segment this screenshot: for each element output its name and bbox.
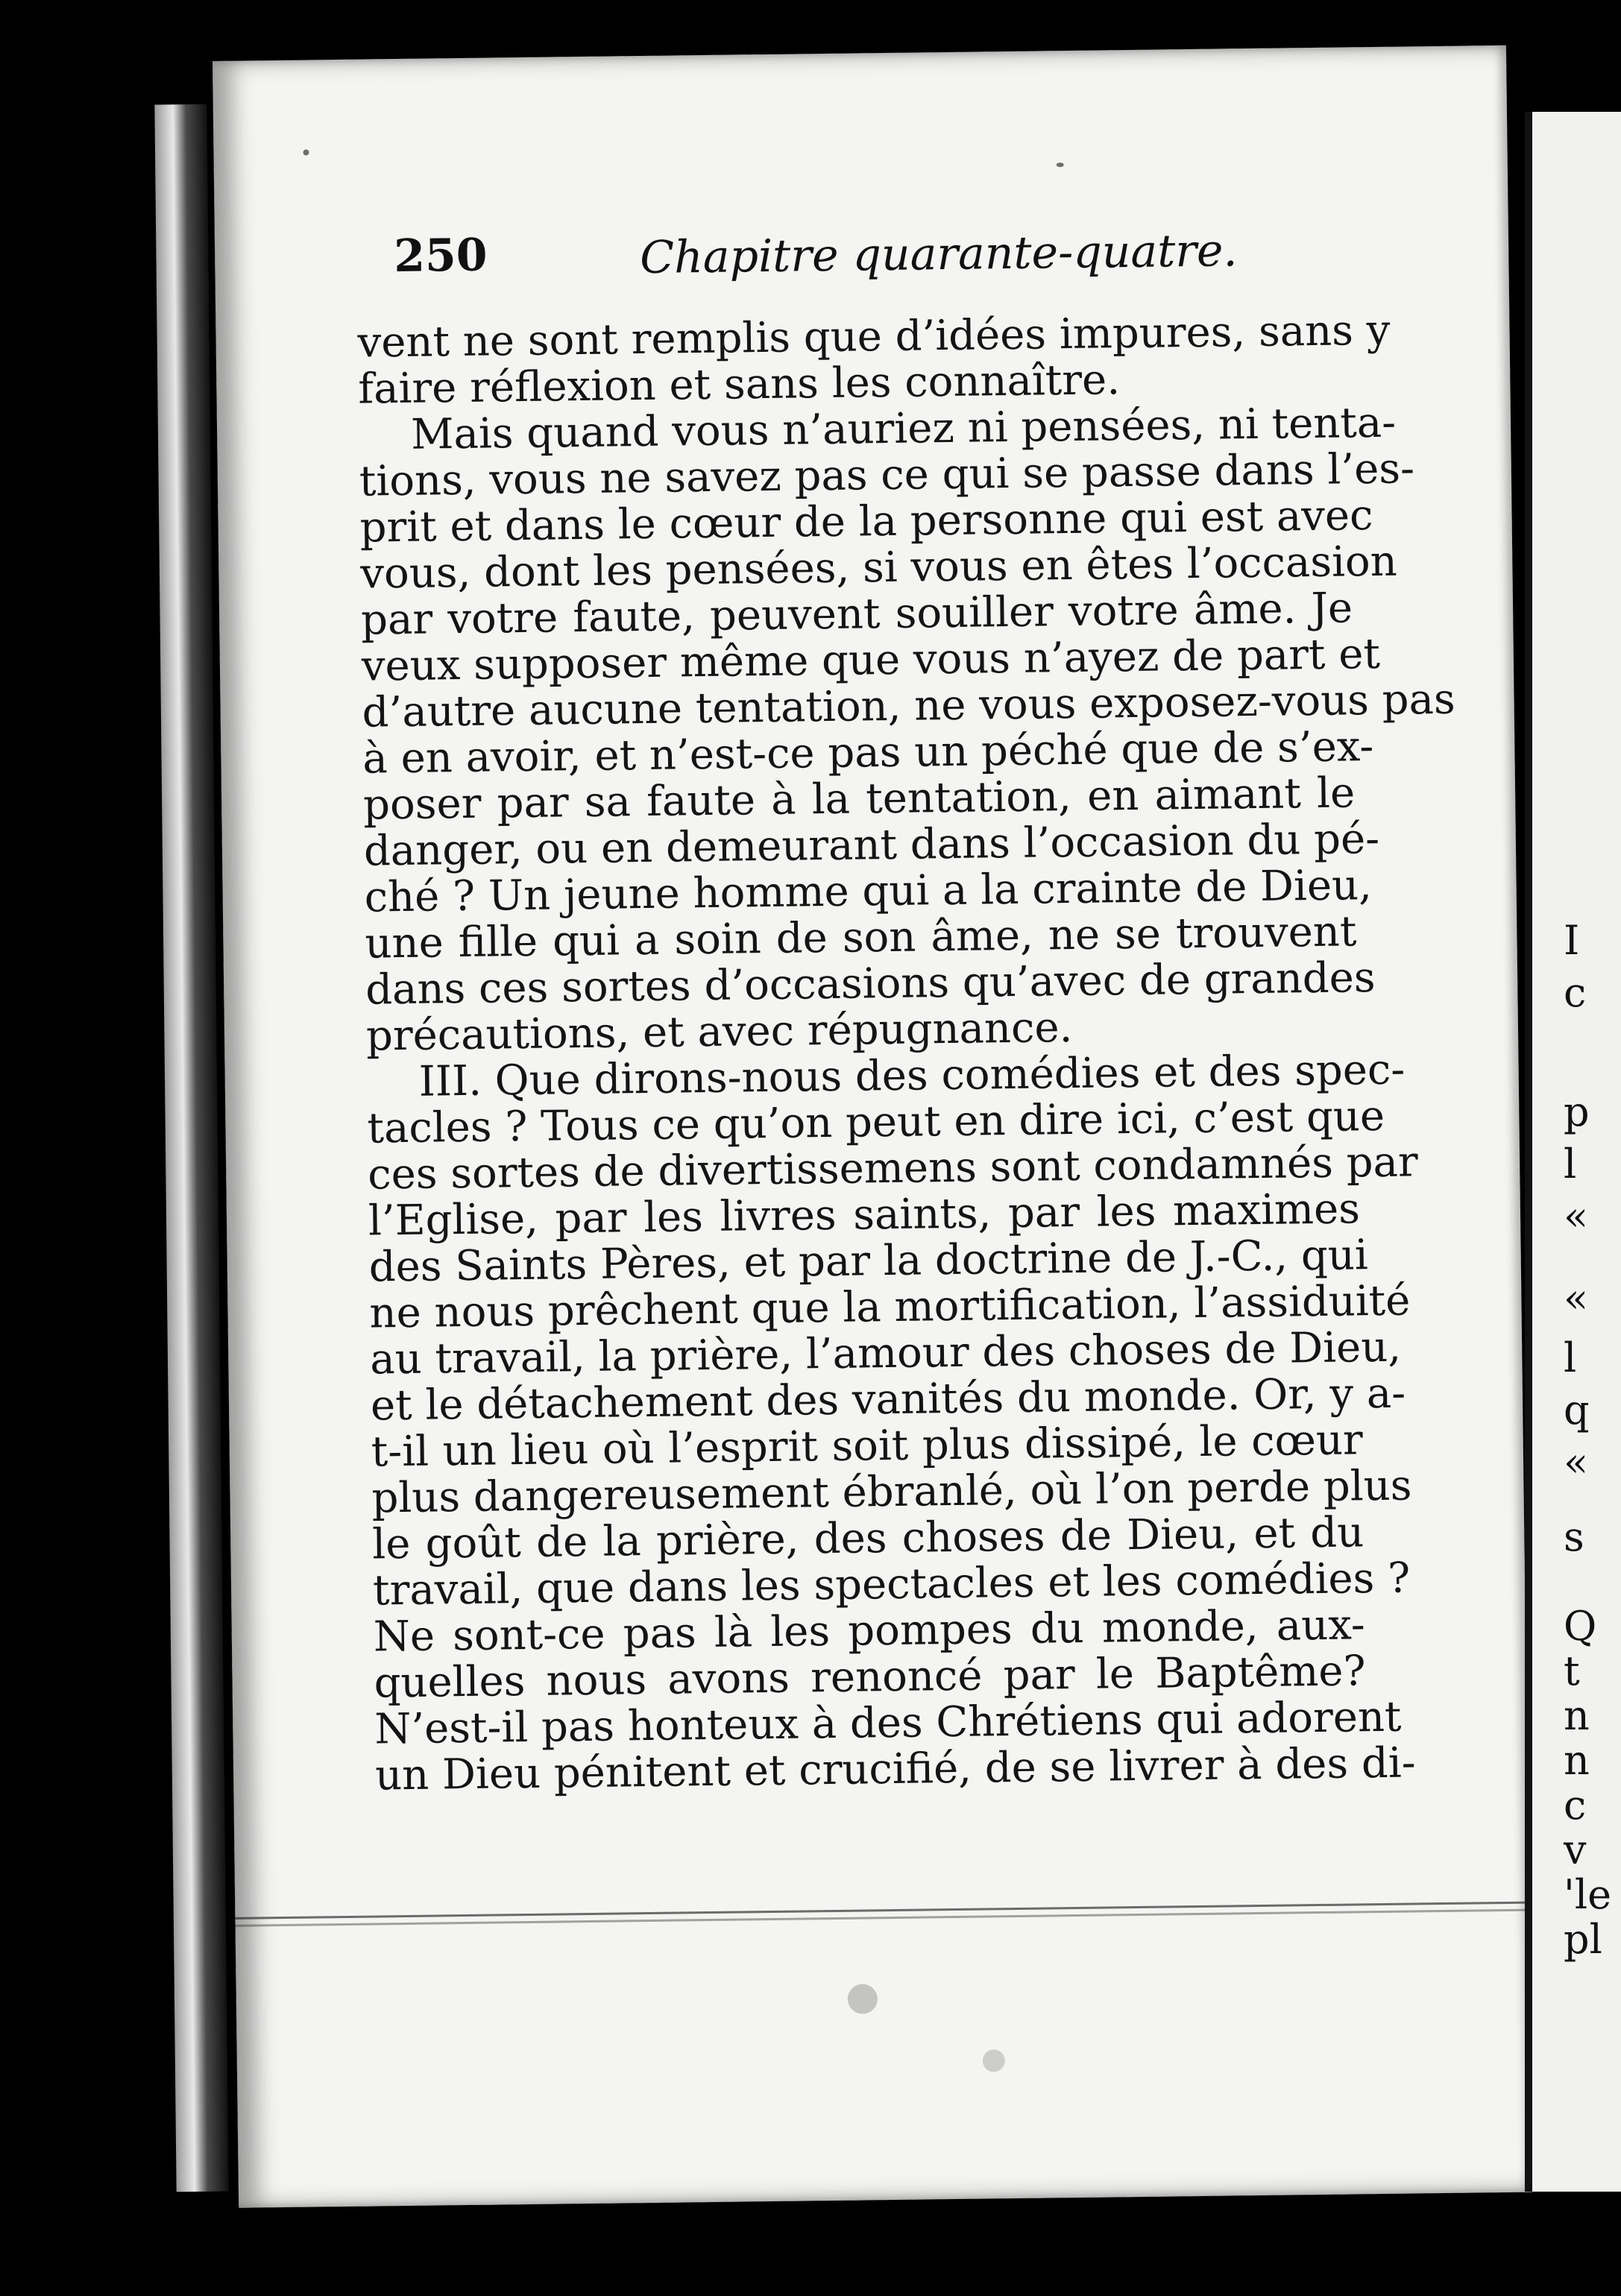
text-line: tions, vous ne savez pas ce qui se passe dans l’es- <box>359 444 1415 506</box>
text-line: une fille qui a soin de son âme, ne se trouvent <box>365 907 1357 968</box>
adjacent-page-edge <box>1525 112 1621 2192</box>
text-line: précautions, et avec répugnance. <box>365 1003 1073 1061</box>
adjacent-page-fragment: « <box>1564 1275 1589 1322</box>
paper-speck <box>303 149 309 155</box>
text-line: l’Eglise, par les livres saints, par les maximes <box>368 1185 1361 1246</box>
running-title: Chapitre quarante-quatre. <box>639 224 1238 285</box>
text-line: au travail, la prière, l’amour des choses de Dieu, <box>369 1322 1402 1384</box>
text-line: vent ne sont remplis que d’idées impures, sans y <box>357 306 1391 368</box>
text-line: t-il un lieu où l’esprit soit plus dissipé, le cœur <box>371 1416 1364 1477</box>
text-line: ces sortes de divertissemens sont condamnés par <box>367 1138 1419 1199</box>
adjacent-page-fragment: c <box>1564 969 1587 1016</box>
text-line: d’autre aucune tentation, ne vous exposez-vous pas <box>362 675 1456 737</box>
text-line: quelles nous avons renoncé par le Baptême? <box>374 1647 1366 1708</box>
text-line: des Saints Pères, et par la doctrine de J.-C., qui <box>368 1231 1369 1292</box>
text-line: dans ces sortes d’occasions qu’avec de grandes <box>365 953 1376 1015</box>
paper-speck <box>1057 163 1064 167</box>
paper-stain <box>848 1984 878 2013</box>
adjacent-page-fragment: n <box>1564 1737 1590 1784</box>
text-line: ché ? Un jeune homme qui a la crainte de Dieu, <box>364 861 1373 922</box>
adjacent-page-fragment: « <box>1564 1439 1589 1486</box>
text-line: poser par sa faute à la tentation, en aimant le <box>362 769 1356 830</box>
text-line: prit et dans le cœur de la personne qui est avec <box>359 491 1373 552</box>
adjacent-page-fragment: l <box>1564 1334 1577 1381</box>
scan-artifact-line <box>236 1909 1529 1927</box>
text-line: ne nous prêchent que la mortification, l’assiduité <box>369 1276 1411 1338</box>
text-line: tacles ? Tous ce qu’on peut en dire ici, c’est que <box>367 1091 1385 1153</box>
text-line: par votre faute, peuvent souiller votre âme. Je <box>360 584 1353 645</box>
page-header <box>394 218 1420 297</box>
adjacent-page-fragment: t <box>1564 1647 1580 1694</box>
text-line: un Dieu pénitent et crucifié, de se livrer à des di- <box>374 1738 1416 1800</box>
text-line: N’est-il pas honteux à des Chrétiens qui adorent <box>374 1692 1402 1754</box>
paper-stain <box>983 2049 1005 2072</box>
adjacent-page-fragment: q <box>1564 1387 1590 1434</box>
text-line: veux supposer même que vous n’ayez de part et <box>361 629 1381 691</box>
text-line: le goût de la prière, des choses de Dieu, et du <box>371 1508 1365 1569</box>
adjacent-page-fragment: 'le <box>1564 1871 1612 1918</box>
text-line: vous, dont les pensées, si vous en êtes l’occasion <box>360 537 1398 599</box>
adjacent-page-fragment: v <box>1564 1826 1587 1873</box>
body-text <box>357 306 1456 1800</box>
text-line: Mais quand vous n’auriez ni pensées, ni tenta- <box>410 398 1397 459</box>
adjacent-page-fragment: s <box>1564 1513 1584 1560</box>
text-line: faire réflexion et sans les connaître. <box>357 356 1121 414</box>
text-line: travail, que dans les spectacles et les comédies ? <box>372 1554 1411 1615</box>
text-line: et le détachement des vanités du monde. Or, y a- <box>370 1369 1406 1431</box>
text-line: Ne sont-ce pas là les pompes du monde, aux- <box>373 1600 1366 1662</box>
adjacent-page-fragment: l <box>1564 1141 1577 1188</box>
adjacent-page-fragment: p <box>1564 1088 1590 1135</box>
text-line: à en avoir, et n’est-ce pas un péché que de s’ex- <box>362 722 1374 783</box>
page-number: 250 <box>393 229 488 283</box>
text-line: III. Que dirons-nous des comédies et des spec- <box>418 1045 1406 1106</box>
adjacent-page-fragment: n <box>1564 1692 1590 1739</box>
text-line: danger, ou en demeurant dans l’occasion du pé- <box>363 814 1380 876</box>
adjacent-page-fragment: pl <box>1564 1916 1602 1963</box>
text-line: plus dangereusement ébranlé, où l’on perde plus <box>371 1461 1412 1523</box>
adjacent-page-fragment: Q <box>1564 1603 1597 1650</box>
adjacent-page-fragment: I <box>1564 917 1580 964</box>
adjacent-page-fragment: « <box>1564 1193 1589 1240</box>
adjacent-page-fragment: c <box>1564 1782 1587 1829</box>
book-page <box>213 45 1532 2208</box>
